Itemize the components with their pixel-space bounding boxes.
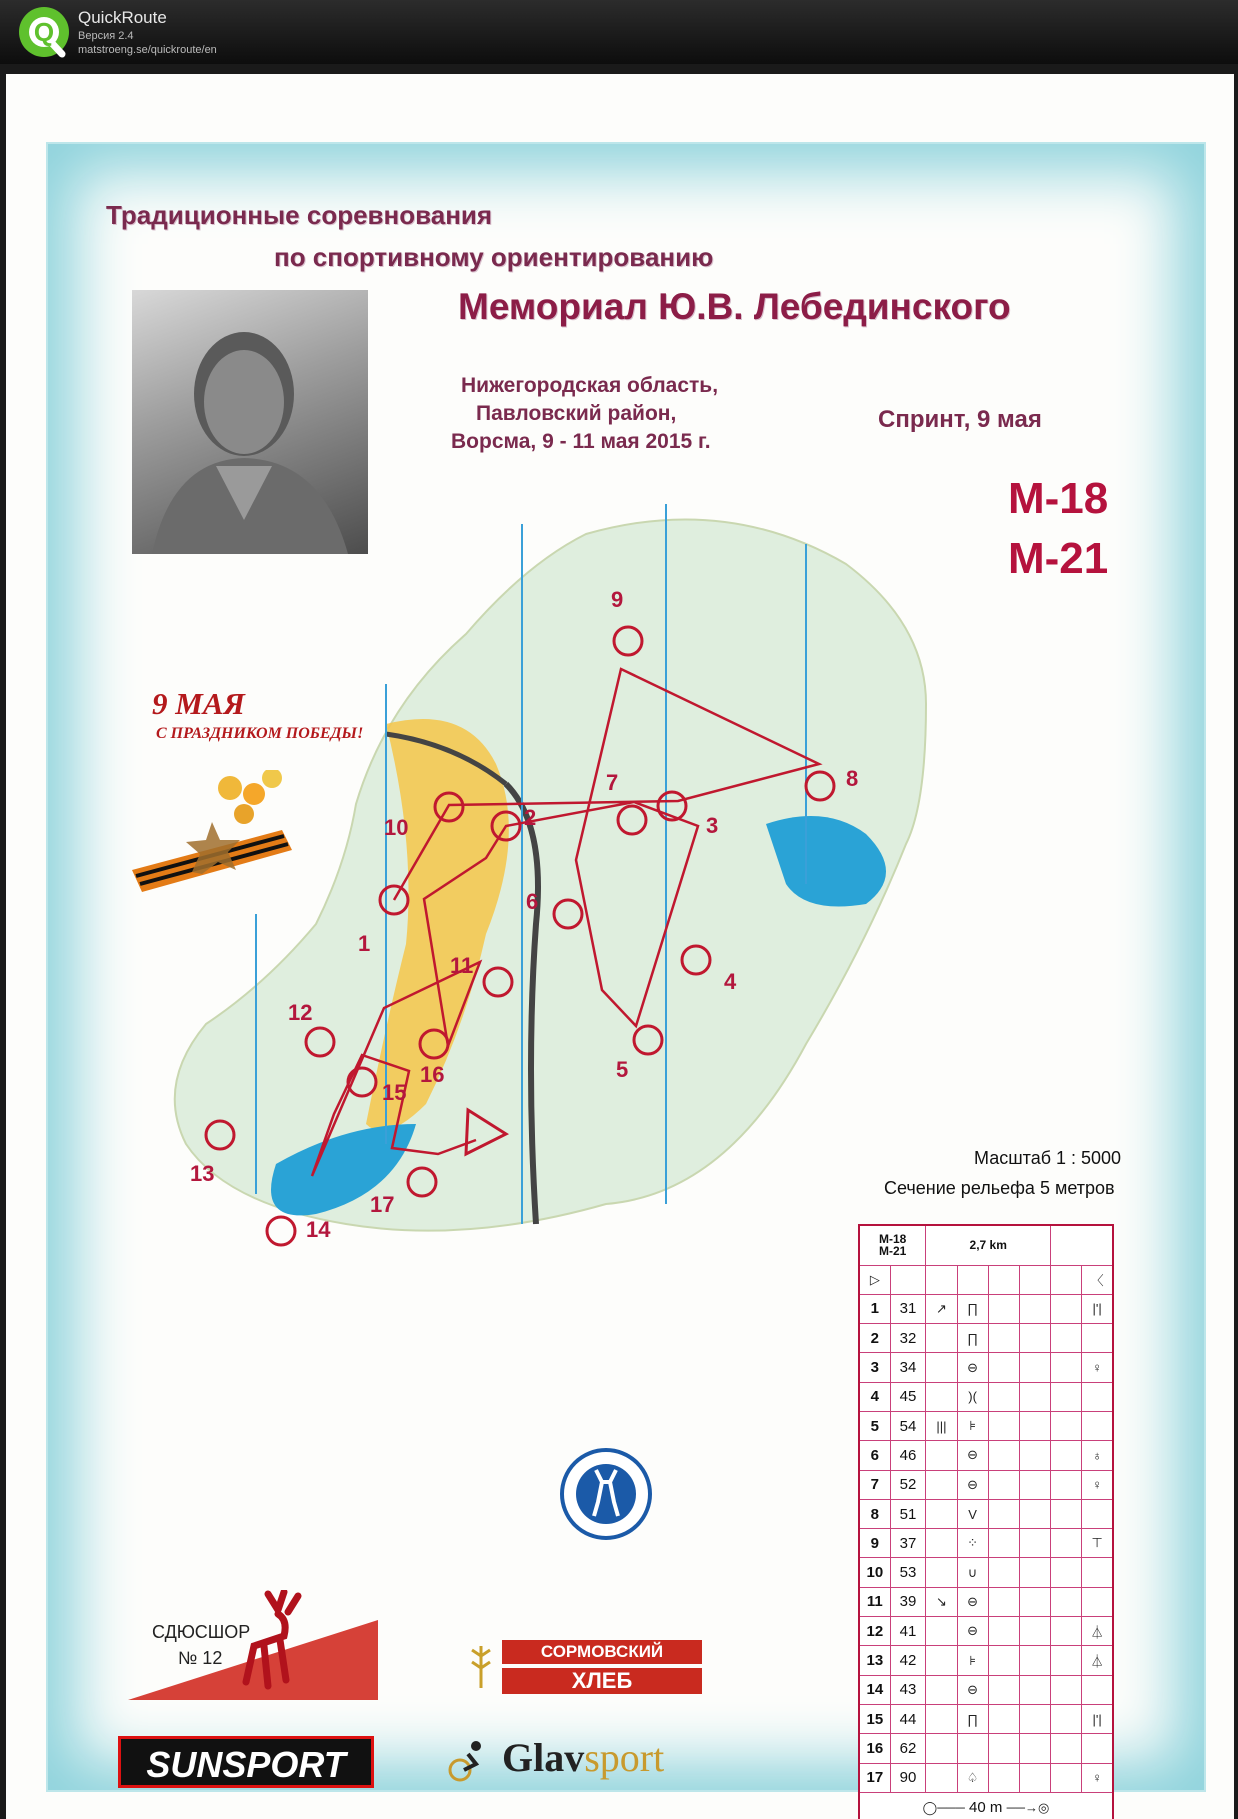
sports-school-number: № 12 <box>178 1648 223 1668</box>
desc-symbol-icon <box>926 1617 957 1646</box>
desc-control-code: 90 <box>890 1763 926 1792</box>
desc-symbol-icon <box>1019 1324 1050 1353</box>
control-label: 14 <box>306 1217 331 1242</box>
desc-symbol-icon: V <box>957 1499 988 1528</box>
desc-control-number: 4 <box>859 1382 890 1411</box>
desc-symbol-icon: ⏃ <box>1082 1617 1113 1646</box>
desc-control-code: 43 <box>890 1675 926 1704</box>
desc-symbol-icon: ∪ <box>957 1558 988 1587</box>
desc-symbol-icon: ↘ <box>926 1587 957 1616</box>
desc-row <box>859 1675 1113 1704</box>
desc-symbol-icon <box>988 1646 1019 1675</box>
bread-sponsor-line1: СОРМОВСКИЙ <box>502 1640 702 1664</box>
desc-symbol-icon <box>1051 1704 1082 1733</box>
desc-symbol-icon <box>926 1382 957 1411</box>
desc-row <box>859 1411 1113 1440</box>
desc-symbol-icon <box>988 1587 1019 1616</box>
desc-control-number: 15 <box>859 1704 890 1733</box>
desc-symbol-icon <box>1051 1587 1082 1616</box>
desc-header-row <box>859 1225 1113 1265</box>
desc-symbol-icon <box>1051 1646 1082 1675</box>
desc-control-code: 44 <box>890 1704 926 1733</box>
map-scale: Масштаб 1 : 5000 <box>974 1148 1122 1168</box>
desc-symbol-icon <box>1082 1734 1113 1763</box>
desc-symbol-icon: ⊖ <box>957 1353 988 1382</box>
desc-control-number: 17 <box>859 1763 890 1792</box>
desc-symbol-icon: ⊖ <box>957 1441 988 1470</box>
desc-symbol-icon <box>1019 1734 1050 1763</box>
desc-symbol-icon: ⏃ <box>1082 1646 1113 1675</box>
desc-symbol-icon <box>1019 1763 1050 1792</box>
desc-finish-row <box>859 1792 1113 1819</box>
event-format: Спринт, 9 мая <box>878 406 1042 433</box>
desc-symbol-icon <box>1051 1353 1082 1382</box>
desc-symbol-icon: ⊖ <box>957 1617 988 1646</box>
title-line-3: Мемориал Ю.В. Лебединского <box>458 286 1011 327</box>
desc-symbol-icon: ♀ <box>1082 1353 1113 1382</box>
control-label: 7 <box>606 770 619 795</box>
desc-symbol-icon <box>926 1324 957 1353</box>
desc-symbol-icon <box>1019 1558 1050 1587</box>
control-label: 4 <box>724 969 737 994</box>
desc-symbol-icon <box>988 1529 1019 1558</box>
desc-start-row <box>859 1265 1113 1294</box>
desc-row <box>859 1704 1113 1733</box>
svg-text:Q: Q <box>33 17 55 47</box>
desc-symbol-icon <box>926 1499 957 1528</box>
desc-row <box>859 1587 1113 1616</box>
bread-sponsor-line2: ХЛЕБ <box>502 1668 702 1694</box>
desc-symbol-icon: ⊖ <box>957 1675 988 1704</box>
desc-control-number: 7 <box>859 1470 890 1499</box>
desc-row <box>859 1324 1113 1353</box>
glavsport-logo <box>446 1730 726 1790</box>
desc-control-code: 32 <box>890 1324 926 1353</box>
desc-symbol-icon <box>988 1470 1019 1499</box>
desc-control-number: 11 <box>859 1587 890 1616</box>
desc-symbol-icon <box>988 1382 1019 1411</box>
desc-control-number: 6 <box>859 1441 890 1470</box>
desc-symbol-icon: ∏ <box>957 1324 988 1353</box>
control-label: 13 <box>190 1161 215 1186</box>
desc-row <box>859 1763 1113 1792</box>
desc-symbol-icon <box>1019 1470 1050 1499</box>
desc-symbol-icon <box>1019 1499 1050 1528</box>
desc-symbol-icon <box>926 1675 957 1704</box>
glavsport-suffix: sport <box>584 1735 665 1780</box>
desc-symbol-icon <box>1019 1382 1050 1411</box>
desc-symbol-icon <box>988 1441 1019 1470</box>
desc-row <box>859 1441 1113 1470</box>
desc-control-code: 37 <box>890 1529 926 1558</box>
control-label: 12 <box>288 1000 313 1025</box>
control-label: 16 <box>420 1062 445 1087</box>
desc-symbol-icon <box>1051 1734 1082 1763</box>
desc-symbol-icon <box>1019 1646 1050 1675</box>
start-triangle-icon: ▷ <box>859 1265 890 1294</box>
desc-symbol-icon: ♤ <box>957 1763 988 1792</box>
desc-symbol-icon <box>988 1411 1019 1440</box>
quickroute-logo-icon <box>16 4 72 60</box>
school-emblem-icon <box>558 1446 654 1542</box>
desc-symbol-icon <box>1051 1675 1082 1704</box>
desc-control-code: 45 <box>890 1382 926 1411</box>
desc-row <box>859 1470 1113 1499</box>
desc-control-number: 9 <box>859 1529 890 1558</box>
desc-control-code: 51 <box>890 1499 926 1528</box>
desc-symbol-icon: ⁘ <box>957 1529 988 1558</box>
desc-rows <box>859 1294 1113 1792</box>
deer-logo-icon <box>128 1590 378 1700</box>
desc-symbol-icon <box>926 1441 957 1470</box>
wheat-icon <box>466 1642 496 1690</box>
desc-symbol-icon: ||| <box>926 1411 957 1440</box>
desc-row <box>859 1646 1113 1675</box>
control-label: 8 <box>846 766 859 791</box>
desc-symbol-icon <box>988 1763 1019 1792</box>
contour-interval: Сечение рельефа 5 метров <box>884 1178 1115 1198</box>
desc-control-number: 8 <box>859 1499 890 1528</box>
desc-control-code: 42 <box>890 1646 926 1675</box>
desc-row <box>859 1558 1113 1587</box>
control-label: 5 <box>616 1057 629 1082</box>
title-line-1: Традиционные соревнования <box>106 200 493 230</box>
desc-symbol-icon <box>988 1675 1019 1704</box>
desc-symbol-icon <box>926 1353 957 1382</box>
desc-control-number: 16 <box>859 1734 890 1763</box>
desc-symbol-icon <box>926 1529 957 1558</box>
desc-symbol-icon <box>926 1734 957 1763</box>
control-label: 9 <box>611 587 624 612</box>
glavsport-main: Glav <box>502 1735 585 1780</box>
victory-day-greeting: С ПРАЗДНИКОМ ПОБЕДЫ! <box>156 725 364 742</box>
desc-row <box>859 1294 1113 1323</box>
desc-control-code: 39 <box>890 1587 926 1616</box>
desc-symbol-icon <box>926 1558 957 1587</box>
desc-control-code: 62 <box>890 1734 926 1763</box>
desc-symbol-icon <box>1082 1675 1113 1704</box>
desc-symbol-icon <box>926 1470 957 1499</box>
desc-control-number: 10 <box>859 1558 890 1587</box>
desc-symbol-icon <box>1019 1529 1050 1558</box>
desc-row <box>859 1529 1113 1558</box>
desc-symbol-icon: ♀ <box>1082 1763 1113 1792</box>
desc-symbol-icon <box>1051 1294 1082 1323</box>
control-label: 15 <box>382 1080 407 1105</box>
desc-symbol-icon <box>988 1617 1019 1646</box>
desc-symbol-icon <box>1082 1411 1113 1440</box>
control-label: 3 <box>706 813 719 838</box>
desc-symbol-icon: |'| <box>1082 1294 1113 1323</box>
desc-control-code: 41 <box>890 1617 926 1646</box>
sports-school-name: СДЮСШОР <box>152 1622 251 1642</box>
cyclist-icon <box>446 1736 496 1786</box>
desc-control-number: 1 <box>859 1294 890 1323</box>
desc-symbol-icon <box>1051 1617 1082 1646</box>
desc-symbol-icon <box>1019 1294 1050 1323</box>
bread-sponsor-logo <box>466 1632 710 1698</box>
desc-symbol-icon <box>988 1734 1019 1763</box>
desc-distance: 2,7 km <box>926 1225 1051 1265</box>
orienteering-map <box>166 504 1086 1324</box>
desc-symbol-icon <box>1019 1704 1050 1733</box>
location-dates: Ворсма, 9 - 11 мая 2015 г. <box>451 430 711 453</box>
desc-symbol-icon <box>926 1763 957 1792</box>
desc-row <box>859 1353 1113 1382</box>
desc-symbol-icon <box>957 1734 988 1763</box>
desc-symbol-icon <box>1019 1675 1050 1704</box>
desc-symbol-icon <box>1082 1499 1113 1528</box>
sunsport-logo: SUNSPORT <box>118 1736 374 1788</box>
desc-control-code: 52 <box>890 1470 926 1499</box>
desc-symbol-icon: ⊖ <box>957 1470 988 1499</box>
control-description-sheet <box>858 1224 1114 1819</box>
desc-control-code: 54 <box>890 1411 926 1440</box>
app-titlebar <box>0 0 1238 64</box>
desc-symbol-icon <box>926 1704 957 1733</box>
location-region: Нижегородская область, <box>461 374 719 397</box>
desc-symbol-icon <box>1019 1411 1050 1440</box>
app-name: QuickRoute <box>78 8 167 27</box>
control-label: 17 <box>370 1192 395 1217</box>
desc-control-number: 13 <box>859 1646 890 1675</box>
desc-symbol-icon: ⊤ <box>1082 1529 1113 1558</box>
desc-symbol-icon <box>1051 1324 1082 1353</box>
desc-control-code: 46 <box>890 1441 926 1470</box>
desc-symbol-icon <box>926 1646 957 1675</box>
desc-control-code: 34 <box>890 1353 926 1382</box>
angle-icon: 〈 <box>1082 1265 1113 1294</box>
desc-symbol-icon: ↗ <box>926 1294 957 1323</box>
desc-symbol-icon: ⊧ <box>957 1646 988 1675</box>
desc-control-number: 2 <box>859 1324 890 1353</box>
desc-symbol-icon <box>988 1558 1019 1587</box>
app-version: Версия 2.4 <box>78 30 134 42</box>
desc-symbol-icon <box>1082 1382 1113 1411</box>
desc-control-number: 14 <box>859 1675 890 1704</box>
control-label: 1 <box>358 931 371 956</box>
desc-symbol-icon: ∏ <box>957 1704 988 1733</box>
desc-symbol-icon <box>1051 1441 1082 1470</box>
desc-symbol-icon <box>988 1704 1019 1733</box>
desc-symbol-icon <box>1051 1529 1082 1558</box>
desc-symbol-icon <box>988 1324 1019 1353</box>
desc-symbol-icon <box>1082 1587 1113 1616</box>
victory-day-title: 9 МАЯ <box>152 686 245 721</box>
finish-icon: ──→◎ <box>1006 1799 1050 1815</box>
desc-symbol-icon: |'| <box>1082 1704 1113 1733</box>
desc-control-code: 53 <box>890 1558 926 1587</box>
desc-symbol-icon: ⊖ <box>957 1587 988 1616</box>
control-label: 6 <box>526 889 539 914</box>
desc-symbol-icon <box>1051 1470 1082 1499</box>
class-label-2: М-21 <box>1008 534 1109 583</box>
desc-symbol-icon <box>1051 1411 1082 1440</box>
desc-symbol-icon <box>1082 1324 1113 1353</box>
control-label: 11 <box>450 953 474 978</box>
desc-control-number: 12 <box>859 1617 890 1646</box>
desc-symbol-icon <box>1051 1382 1082 1411</box>
desc-symbol-icon <box>1019 1353 1050 1382</box>
desc-symbol-icon <box>988 1294 1019 1323</box>
desc-symbol-icon: ♁ <box>1082 1441 1113 1470</box>
desc-row <box>859 1382 1113 1411</box>
desc-row <box>859 1499 1113 1528</box>
desc-symbol-icon <box>1019 1587 1050 1616</box>
desc-control-number: 5 <box>859 1411 890 1440</box>
location-district: Павловский район, <box>476 402 677 425</box>
desc-symbol-icon: )( <box>957 1382 988 1411</box>
desc-symbol-icon: ⊧ <box>957 1411 988 1440</box>
desc-row <box>859 1617 1113 1646</box>
desc-finish-distance: 40 m <box>969 1798 1003 1816</box>
desc-symbol-icon <box>1019 1617 1050 1646</box>
class-label-1: М-18 <box>1008 474 1109 523</box>
desc-symbol-icon <box>988 1499 1019 1528</box>
desc-symbol-icon <box>1051 1499 1082 1528</box>
desc-symbol-icon <box>1019 1441 1050 1470</box>
app-url-link[interactable]: matstroeng.se/quickroute/en <box>78 44 217 56</box>
desc-control-code: 31 <box>890 1294 926 1323</box>
desc-row <box>859 1734 1113 1763</box>
control-label: 2 <box>524 805 537 830</box>
desc-symbol-icon <box>988 1353 1019 1382</box>
control-label: 10 <box>384 815 409 840</box>
desc-symbol-icon <box>1051 1763 1082 1792</box>
finish-start-icon: ◯─── <box>922 1799 965 1815</box>
desc-symbol-icon: ∏ <box>957 1294 988 1323</box>
desc-control-number: 3 <box>859 1353 890 1382</box>
desc-symbol-icon <box>1082 1558 1113 1587</box>
desc-symbol-icon <box>1051 1558 1082 1587</box>
desc-classes: М-18 М-21 <box>859 1225 926 1265</box>
title-line-2: по спортивному ориентированию <box>274 242 714 272</box>
desc-symbol-icon: ♀ <box>1082 1470 1113 1499</box>
map-sheet <box>6 74 1234 1819</box>
